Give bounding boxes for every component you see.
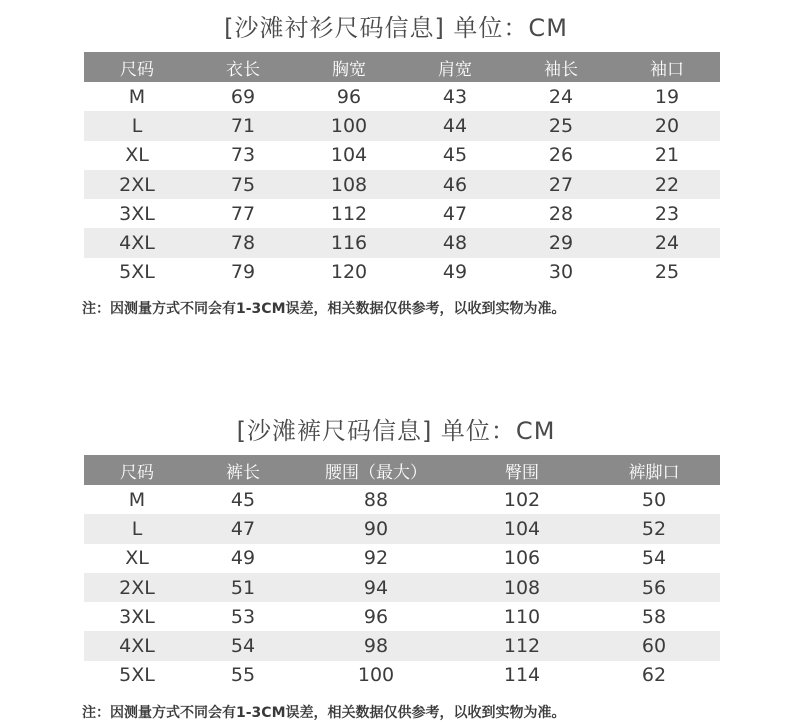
measurement-cell: 25 xyxy=(614,258,720,287)
measurement-cell: 44 xyxy=(402,111,508,140)
table-row xyxy=(84,544,720,573)
measurement-cell: 88 xyxy=(296,485,456,514)
pants-measurement-note: 注：因测量方式不同会有1-3CM误差，相关数据仅供参考，以收到实物为准。 xyxy=(82,705,566,721)
table-row xyxy=(84,514,720,543)
measurement-cell: 55 xyxy=(190,661,296,690)
measurement-cell: 26 xyxy=(508,141,614,170)
measurement-cell: 24 xyxy=(614,228,720,257)
measurement-cell: 43 xyxy=(402,82,508,111)
measurement-cell: 52 xyxy=(588,514,720,543)
column-header: 袖口 xyxy=(614,52,720,82)
measurement-cell: 116 xyxy=(296,228,402,257)
measurement-cell: 45 xyxy=(402,141,508,170)
measurement-cell: 58 xyxy=(588,602,720,631)
measurement-cell: 45 xyxy=(190,485,296,514)
size-label-cell: 5XL xyxy=(84,258,190,287)
pants-size-title: [沙滩裤尺码信息] 单位：CM xyxy=(236,417,556,445)
measurement-cell: 69 xyxy=(190,82,296,111)
measurement-cell: 30 xyxy=(508,258,614,287)
column-header: 腰围（最大） xyxy=(296,455,456,485)
measurement-cell: 54 xyxy=(190,631,296,660)
measurement-cell: 46 xyxy=(402,170,508,199)
measurement-cell: 47 xyxy=(402,199,508,228)
measurement-cell: 78 xyxy=(190,228,296,257)
size-label-cell: M xyxy=(84,82,190,111)
measurement-cell: 96 xyxy=(296,602,456,631)
column-header: 臀围 xyxy=(456,455,588,485)
pants-size-table xyxy=(84,455,720,690)
measurement-cell: 104 xyxy=(456,514,588,543)
measurement-cell: 62 xyxy=(588,661,720,690)
measurement-cell: 98 xyxy=(296,631,456,660)
measurement-cell: 24 xyxy=(508,82,614,111)
size-label-cell: 3XL xyxy=(84,199,190,228)
measurement-cell: 54 xyxy=(588,544,720,573)
measurement-cell: 60 xyxy=(588,631,720,660)
measurement-cell: 73 xyxy=(190,141,296,170)
size-label-cell: 5XL xyxy=(84,661,190,690)
measurement-cell: 106 xyxy=(456,544,588,573)
measurement-cell: 100 xyxy=(296,661,456,690)
measurement-cell: 56 xyxy=(588,573,720,602)
measurement-cell: 94 xyxy=(296,573,456,602)
column-header: 尺码 xyxy=(84,455,190,485)
measurement-cell: 75 xyxy=(190,170,296,199)
measurement-cell: 96 xyxy=(296,82,402,111)
measurement-cell: 79 xyxy=(190,258,296,287)
measurement-cell: 77 xyxy=(190,199,296,228)
size-label-cell: XL xyxy=(84,141,190,170)
measurement-cell: 92 xyxy=(296,544,456,573)
measurement-cell: 90 xyxy=(296,514,456,543)
measurement-cell: 49 xyxy=(190,544,296,573)
size-label-cell: 4XL xyxy=(84,631,190,660)
table-row xyxy=(84,258,720,287)
measurement-cell: 102 xyxy=(456,485,588,514)
size-label-cell: L xyxy=(84,111,190,140)
measurement-cell: 23 xyxy=(614,199,720,228)
column-header: 裤脚口 xyxy=(588,455,720,485)
measurement-cell: 48 xyxy=(402,228,508,257)
table-header-row xyxy=(84,455,720,485)
shirt-size-title: [沙滩衬衫尺码信息] 单位：CM xyxy=(224,14,568,42)
column-header: 尺码 xyxy=(84,52,190,82)
size-label-cell: XL xyxy=(84,544,190,573)
measurement-cell: 50 xyxy=(588,485,720,514)
measurement-cell: 108 xyxy=(456,573,588,602)
table-header-row xyxy=(84,52,720,82)
table-row xyxy=(84,111,720,140)
measurement-cell: 120 xyxy=(296,258,402,287)
table-row xyxy=(84,485,720,514)
measurement-cell: 21 xyxy=(614,141,720,170)
measurement-cell: 104 xyxy=(296,141,402,170)
measurement-cell: 29 xyxy=(508,228,614,257)
measurement-cell: 112 xyxy=(456,631,588,660)
measurement-cell: 49 xyxy=(402,258,508,287)
shirt-size-table xyxy=(84,52,720,287)
measurement-cell: 108 xyxy=(296,170,402,199)
measurement-cell: 22 xyxy=(614,170,720,199)
measurement-cell: 53 xyxy=(190,602,296,631)
table-row xyxy=(84,602,720,631)
measurement-cell: 27 xyxy=(508,170,614,199)
table-row xyxy=(84,631,720,660)
column-header: 袖长 xyxy=(508,52,614,82)
shirt-measurement-note: 注：因测量方式不同会有1-3CM误差，相关数据仅供参考，以收到实物为准。 xyxy=(82,301,566,317)
table-row xyxy=(84,170,720,199)
size-label-cell: 3XL xyxy=(84,602,190,631)
measurement-cell: 51 xyxy=(190,573,296,602)
size-label-cell: 2XL xyxy=(84,170,190,199)
size-label-cell: 4XL xyxy=(84,228,190,257)
column-header: 胸宽 xyxy=(296,52,402,82)
size-label-cell: L xyxy=(84,514,190,543)
measurement-cell: 28 xyxy=(508,199,614,228)
measurement-cell: 112 xyxy=(296,199,402,228)
size-label-cell: M xyxy=(84,485,190,514)
table-row xyxy=(84,141,720,170)
column-header: 衣长 xyxy=(190,52,296,82)
measurement-cell: 100 xyxy=(296,111,402,140)
measurement-cell: 47 xyxy=(190,514,296,543)
measurement-cell: 110 xyxy=(456,602,588,631)
column-header: 肩宽 xyxy=(402,52,508,82)
table-row xyxy=(84,661,720,690)
measurement-cell: 114 xyxy=(456,661,588,690)
table-row xyxy=(84,82,720,111)
table-row xyxy=(84,573,720,602)
table-row xyxy=(84,199,720,228)
column-header: 裤长 xyxy=(190,455,296,485)
measurement-cell: 25 xyxy=(508,111,614,140)
measurement-cell: 19 xyxy=(614,82,720,111)
measurement-cell: 71 xyxy=(190,111,296,140)
table-row xyxy=(84,228,720,257)
measurement-cell: 20 xyxy=(614,111,720,140)
size-label-cell: 2XL xyxy=(84,573,190,602)
